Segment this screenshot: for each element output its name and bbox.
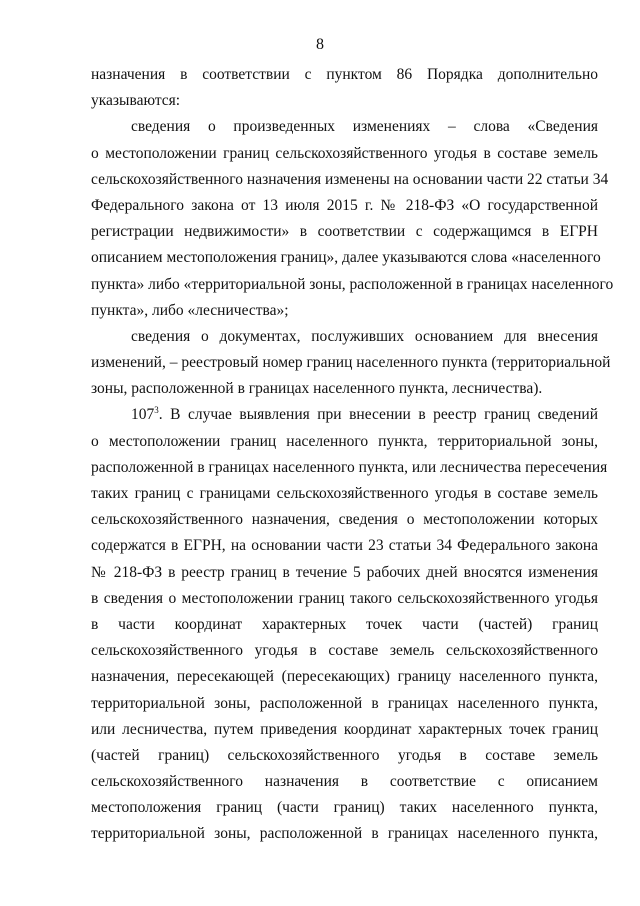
text-line: сведения о произведенных изменениях – слова «Сведения [131,118,598,136]
text-line: указываются: [91,92,181,110]
text-line: Федерального закона от 13 июля 2015 г. № 218-ФЗ «О государственной [91,196,598,214]
text-line: сельскохозяйственного назначения изменены на основании части 22 статьи 34 [91,170,609,188]
text-line: № 218-ФЗ в реестр границ в течение 5 рабочих дней вносятся изменения [91,563,598,581]
text-line: описанием местоположения границ», далее указываются слова «населенного [91,249,601,267]
text-line: территориальной зоны, расположенной в границах населенного пункта, [91,825,598,843]
text-line: изменений, – реестровый номер границ населенного пункта (территориальной [91,354,611,372]
superscript: 3 [154,405,159,416]
text-line: назначения, пересекающей (пересекающих) границу населенного пункта, [91,668,598,686]
text-line: таких границ с границами сельскохозяйственного угодья в составе земель [91,485,598,502]
text-line: или лесничества, путем приведения координат характерных точек границ [91,720,598,738]
document-body [91,62,614,848]
text-line: пункта», либо «лесничества»; [91,301,289,319]
text-line: о местоположении границ сельскохозяйственного угодья в составе земель [91,144,598,162]
text-line: в сведения о местоположении границ такого сельскохозяйственного угодья [91,589,598,607]
page-number: 8 [316,36,324,53]
text-line: территориальной зоны, расположенной в границах населенного пункта, [91,694,598,712]
text-line: пункта» либо «территориальной зоны, расположенной в границах населенного [91,275,614,293]
text-line: зоны, расположенной в границах населенного пункта, лесничества). [91,380,543,398]
text-line: сельскохозяйственного назначения, сведения о местоположении которых [91,511,598,529]
text-line: регистрации недвижимости» в соответствии с содержащимся в ЕГРН [91,223,598,241]
text-line: сельскохозяйственного назначения в соответствие с описанием [91,773,598,791]
text-line: (частей границ) сельскохозяйственного угодья в составе земель [91,746,598,764]
text-line: назначения в соответствии с пунктом 86 Порядка дополнительно [91,66,598,83]
text-line: расположенной в границах населенного пункта, или лесничества пересечения [91,458,608,476]
text-line: в части координат характерных точек части (частей) границ [91,615,598,633]
text-line: $107^3$. В случае выявления при внесении в реестр границ сведений [131,405,598,424]
text-line: местоположения границ (части границ) таких населенного пункта, [91,799,598,817]
text-line: сведения о документах, послуживших основанием для внесения [131,327,598,345]
text-line: содержатся в ЕГРН, на основании части 23 статьи 34 Федерального закона [91,537,598,555]
text-line: сельскохозяйственного угодья в составе земель сельскохозяйственного [91,642,598,660]
text-line: о местоположении границ населенного пункта, территориальной зоны, [91,432,598,450]
